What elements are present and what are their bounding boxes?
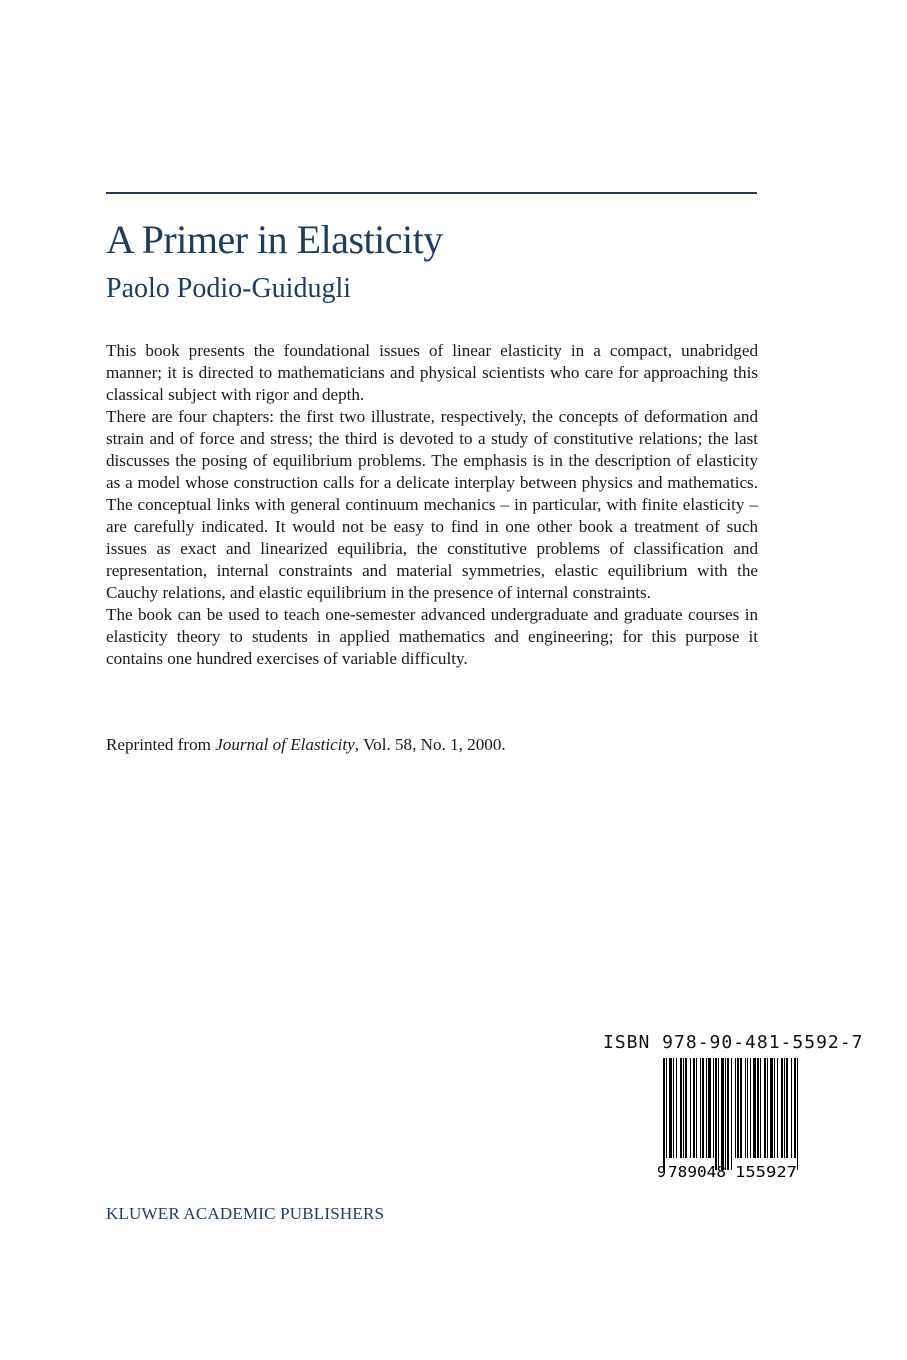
barcode-bar: [747, 1058, 748, 1170]
barcode-bar: [784, 1058, 785, 1170]
barcode-bar: [757, 1058, 759, 1170]
barcode-bar: [663, 1058, 665, 1170]
barcode-bar: [797, 1058, 798, 1170]
barcode-bar: [774, 1058, 775, 1170]
barcode-bar: [690, 1058, 691, 1170]
barcode-bar: [696, 1058, 697, 1170]
barcode-bar: [666, 1058, 667, 1170]
barcode-left-digits: 789048: [668, 1163, 726, 1180]
barcode-lead-digit: 9: [657, 1163, 667, 1180]
barcode-bar: [715, 1058, 717, 1170]
barcode-bar: [685, 1058, 687, 1170]
barcode-bar: [737, 1058, 739, 1170]
reprint-suffix: , Vol. 58, No. 1, 2000.: [354, 735, 506, 754]
barcode-bar: [713, 1058, 714, 1170]
barcode-bar: [760, 1058, 761, 1170]
barcode-bar: [786, 1058, 788, 1170]
reprint-prefix: Reprinted from: [106, 735, 216, 754]
barcode-bar: [683, 1058, 684, 1170]
publisher-name: KLUWER ACADEMIC PUBLISHERS: [106, 1204, 385, 1223]
barcode-bar: [680, 1058, 682, 1170]
barcode-bar: [753, 1058, 756, 1170]
barcode-bar: [794, 1058, 796, 1170]
barcode-bar: [777, 1058, 778, 1170]
reprint-note: [106, 735, 506, 755]
barcode-bar: [745, 1058, 746, 1170]
barcode-bar: [702, 1058, 704, 1170]
barcode-bar: [693, 1058, 695, 1170]
barcode-bar: [750, 1058, 751, 1170]
barcode-bar: [718, 1058, 719, 1170]
book-title: A Primer in Elasticity: [106, 217, 443, 262]
description-paragraph: This book presents the foundational issues of linear elasticity in a compact, unabridged manner; it is directed to mathematicians and physical scientists who care for approaching this classical subject with rigor and depth.: [106, 341, 758, 404]
barcode-bar: [781, 1058, 783, 1170]
barcode-bar: [791, 1058, 792, 1170]
isbn-label: ISBN 978-90-481-5592-7: [603, 1032, 864, 1053]
description-paragraph: There are four chapters: the first two illustrate, respectively, the concepts of deformation and strain and of force and stress; the third is devoted to a study of constitutive relations; the last discusses the posing of equilibrium problems. The emphasis is in the description of elasticity as a model whose construction calls for a delicate interplay between physics and mathematics. The conceptual links with general continuum mechanics – in particular, with finite elasticity – are carefully indicated. It would not be easy to find in one other book a treatment of such issues as exact and linearized equilibria, the constitutive problems of classification and representation, internal constraints and material symmetries, elastic equilibrium with the Cauchy relations, and elastic equilibrium in the presence of internal constraints.: [106, 407, 758, 602]
barcode-bar: [673, 1058, 674, 1170]
barcode-bar: [708, 1058, 711, 1170]
barcode-bar: [731, 1058, 732, 1170]
barcode-bar: [706, 1058, 707, 1170]
description-paragraph: The book can be used to teach one-semester advanced undergraduate and graduate courses in elasticity theory to students in applied mathematics and engineering; for this purpose it contains one hundred exercises of variable difficulty.: [106, 605, 758, 668]
barcode-bar: [700, 1058, 701, 1170]
book-description: [106, 340, 758, 670]
barcode-bar: [725, 1058, 726, 1170]
journal-name: Journal of Elasticity: [215, 735, 355, 754]
barcode-bar: [735, 1058, 736, 1170]
barcode-bar: [669, 1058, 672, 1170]
barcode-bar: [767, 1058, 768, 1170]
barcode-bar: [740, 1058, 742, 1170]
title-rule: [106, 192, 757, 194]
barcode-bar: [727, 1058, 729, 1170]
barcode-bar: [770, 1058, 773, 1170]
barcode-bars: [663, 1058, 798, 1170]
barcode-bar: [764, 1058, 766, 1170]
barcode-bar: [676, 1058, 677, 1170]
book-author: Paolo Podio-Guidugli: [106, 273, 352, 304]
barcode: [653, 1058, 809, 1180]
barcode-bar: [721, 1058, 724, 1170]
barcode-right-digits: 155927: [735, 1163, 797, 1180]
